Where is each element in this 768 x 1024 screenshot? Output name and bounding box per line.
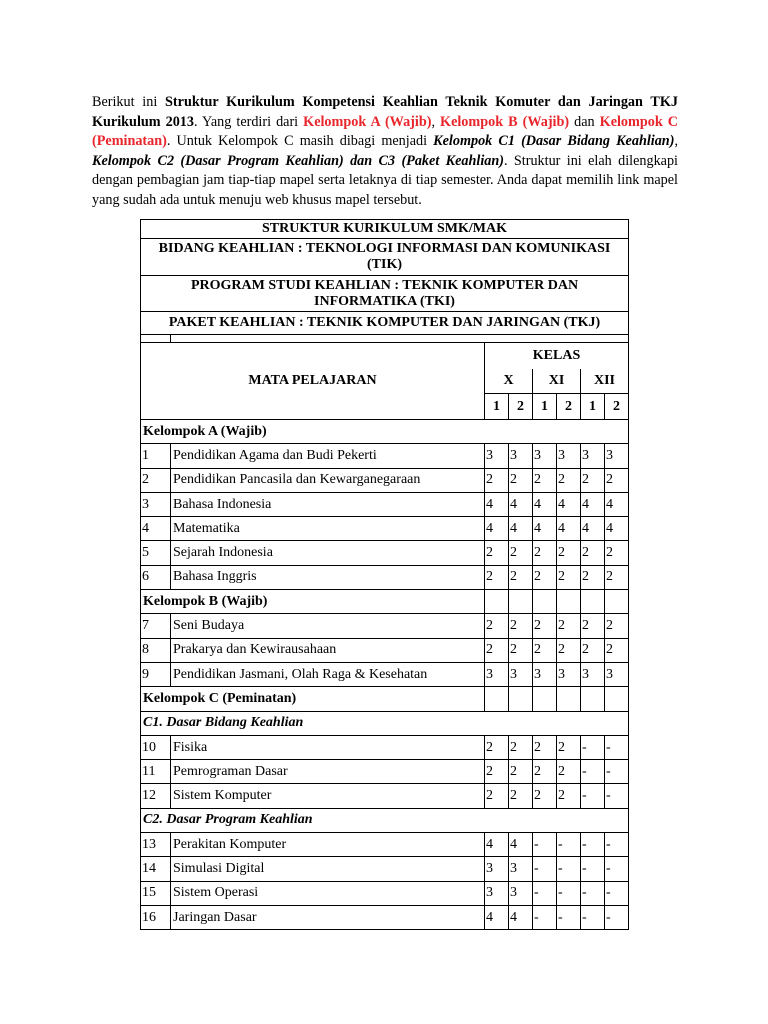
group-c-row bbox=[141, 687, 629, 711]
hours-cell: 2 bbox=[509, 784, 533, 808]
hours-cell: 2 bbox=[557, 735, 581, 759]
hours-cell: 3 bbox=[533, 662, 557, 686]
hours-cell: - bbox=[533, 881, 557, 905]
program-studi: PROGRAM STUDI KEAHLIAN : TEKNIK KOMPUTER DAN INFORMATIKA (TKI) bbox=[141, 276, 629, 312]
hours-cell: 2 bbox=[605, 468, 629, 492]
intro-text-7: . Struktur ini elah dilengkapi dengan pembagian jam tiap-tiap mapel serta letaknya di tiap semester. Anda dapat memilih link mapel yang sudah ada untuk menuju web khusus mapel tersebut. bbox=[92, 152, 678, 208]
table-row bbox=[141, 784, 629, 808]
hours-cell: 4 bbox=[485, 905, 509, 929]
empty-cell bbox=[485, 590, 509, 614]
hours-cell: 4 bbox=[509, 905, 533, 929]
hours-cell: 2 bbox=[581, 614, 605, 638]
hours-cell: 2 bbox=[533, 784, 557, 808]
hours-cell: 3 bbox=[581, 444, 605, 468]
intro-text-4: dan bbox=[569, 113, 600, 130]
kelompok-b-label: Kelompok B (Wajib) bbox=[440, 113, 570, 130]
hours-cell: - bbox=[557, 905, 581, 929]
row-number: 12 bbox=[141, 784, 171, 808]
hours-cell: 2 bbox=[605, 565, 629, 589]
hours-cell: 4 bbox=[557, 517, 581, 541]
table-row bbox=[141, 760, 629, 784]
subject-name: Pendidikan Pancasila dan Kewarganegaraan bbox=[171, 468, 485, 492]
empty-cell bbox=[557, 687, 581, 711]
hours-cell: 3 bbox=[485, 857, 509, 881]
subject-name: Pendidikan Jasmani, Olah Raga & Kesehatan bbox=[171, 662, 485, 686]
subject-name: Sistem Operasi bbox=[171, 881, 485, 905]
hours-cell: 2 bbox=[533, 760, 557, 784]
hours-cell: - bbox=[557, 857, 581, 881]
empty-cell bbox=[509, 687, 533, 711]
hours-cell: - bbox=[557, 881, 581, 905]
row-number: 9 bbox=[141, 662, 171, 686]
subject-name: Matematika bbox=[171, 517, 485, 541]
hours-cell: 2 bbox=[533, 541, 557, 565]
row-number: 3 bbox=[141, 492, 171, 516]
hours-cell: 2 bbox=[581, 541, 605, 565]
table-row bbox=[141, 881, 629, 905]
hours-cell: - bbox=[605, 833, 629, 857]
semester-header: 2 bbox=[509, 394, 533, 420]
hours-cell: 3 bbox=[557, 444, 581, 468]
row-number: 1 bbox=[141, 444, 171, 468]
hours-cell: 2 bbox=[557, 565, 581, 589]
intro-text-1: Berikut ini bbox=[92, 94, 166, 110]
hours-cell: - bbox=[533, 857, 557, 881]
bidang-keahlian: BIDANG KEAHLIAN : TEKNOLOGI INFORMASI DAN KOMUNIKASI (TIK) bbox=[141, 239, 629, 276]
subject-name: Sistem Komputer bbox=[171, 784, 485, 808]
hours-cell: 4 bbox=[605, 492, 629, 516]
hours-cell: 2 bbox=[533, 468, 557, 492]
hours-cell: 4 bbox=[509, 833, 533, 857]
row-number: 8 bbox=[141, 638, 171, 662]
table-title: STRUKTUR KURIKULUM SMK/MAK bbox=[141, 220, 629, 239]
hours-cell: - bbox=[581, 760, 605, 784]
hours-cell: - bbox=[581, 784, 605, 808]
hours-cell: 3 bbox=[485, 881, 509, 905]
subject-name: Pemrograman Dasar bbox=[171, 760, 485, 784]
kelompok-c-label: Kelompok C (Peminatan) bbox=[92, 113, 678, 150]
intro-paragraph bbox=[92, 93, 678, 211]
hours-cell: 4 bbox=[557, 492, 581, 516]
hours-cell: 2 bbox=[509, 565, 533, 589]
hours-cell: 2 bbox=[509, 614, 533, 638]
group-a-row bbox=[141, 420, 629, 444]
curriculum-table bbox=[140, 219, 629, 930]
group-a-row-label: Kelompok A (Wajib) bbox=[141, 420, 629, 444]
mata-pelajaran-header: MATA PELAJARAN bbox=[141, 343, 485, 420]
hours-cell: 4 bbox=[485, 492, 509, 516]
hours-cell: 2 bbox=[605, 541, 629, 565]
empty-cell bbox=[485, 687, 509, 711]
hours-cell: 4 bbox=[485, 517, 509, 541]
hours-cell: 3 bbox=[485, 662, 509, 686]
kelas-header: KELAS bbox=[485, 343, 629, 369]
subject-name: Perakitan Komputer bbox=[171, 833, 485, 857]
subject-name: Simulasi Digital bbox=[171, 857, 485, 881]
hours-cell: 2 bbox=[485, 468, 509, 492]
intro-bold-title: Struktur Kurikulum Kompetensi Keahlian Teknik Komuter dan Jaringan TKJ Kurikulum 2013 bbox=[92, 94, 678, 130]
hours-cell: - bbox=[581, 833, 605, 857]
hours-cell: - bbox=[605, 905, 629, 929]
subject-name: Jaringan Dasar bbox=[171, 905, 485, 929]
hours-cell: - bbox=[605, 735, 629, 759]
hours-cell: 2 bbox=[509, 638, 533, 662]
group-b-row bbox=[141, 590, 629, 614]
hours-cell: 2 bbox=[509, 468, 533, 492]
row-number: 7 bbox=[141, 614, 171, 638]
hours-cell: 3 bbox=[509, 881, 533, 905]
table-row bbox=[141, 833, 629, 857]
hours-cell: 3 bbox=[605, 662, 629, 686]
kelompok-a-label: Kelompok A (Wajib) bbox=[303, 113, 432, 130]
hours-cell: - bbox=[533, 905, 557, 929]
hours-cell: 3 bbox=[485, 444, 509, 468]
row-number: 15 bbox=[141, 881, 171, 905]
table-row bbox=[141, 662, 629, 686]
table-row bbox=[141, 857, 629, 881]
subgroup-c1-row bbox=[141, 711, 629, 735]
hours-cell: 2 bbox=[581, 565, 605, 589]
semester-header: 1 bbox=[485, 394, 509, 420]
hours-cell: - bbox=[605, 881, 629, 905]
empty-cell bbox=[557, 590, 581, 614]
hours-cell: 2 bbox=[509, 735, 533, 759]
empty-cell bbox=[605, 590, 629, 614]
semester-header: 1 bbox=[533, 394, 557, 420]
semester-header: 1 bbox=[581, 394, 605, 420]
hours-cell: 2 bbox=[485, 614, 509, 638]
hours-cell: 4 bbox=[485, 833, 509, 857]
hours-cell: 2 bbox=[485, 784, 509, 808]
intro-text-2: . Yang terdiri dari bbox=[194, 113, 304, 130]
hours-cell: 2 bbox=[605, 638, 629, 662]
table-row bbox=[141, 517, 629, 541]
hours-cell: 2 bbox=[557, 468, 581, 492]
table-row bbox=[141, 492, 629, 516]
hours-cell: 3 bbox=[509, 857, 533, 881]
table-row bbox=[141, 541, 629, 565]
intro-text-3: , bbox=[431, 113, 441, 130]
intro-text-5: . Untuk Kelompok C masih dibagi menjadi bbox=[166, 133, 434, 150]
row-number: 16 bbox=[141, 905, 171, 929]
subject-name: Seni Budaya bbox=[171, 614, 485, 638]
hours-cell: 2 bbox=[533, 735, 557, 759]
kelas-x: X bbox=[485, 369, 533, 394]
empty-cell bbox=[533, 687, 557, 711]
hours-cell: - bbox=[581, 905, 605, 929]
hours-cell: 2 bbox=[533, 614, 557, 638]
subject-name: Prakarya dan Kewirausahaan bbox=[171, 638, 485, 662]
group-b-row-label: Kelompok B (Wajib) bbox=[141, 590, 485, 614]
empty-cell bbox=[605, 687, 629, 711]
hours-cell: 2 bbox=[485, 565, 509, 589]
subgroup-c2-row-label: C2. Dasar Program Keahlian bbox=[141, 808, 629, 832]
hours-cell: 2 bbox=[581, 468, 605, 492]
empty-cell bbox=[581, 590, 605, 614]
hours-cell: 2 bbox=[485, 735, 509, 759]
hours-cell: 3 bbox=[605, 444, 629, 468]
hours-cell: 4 bbox=[605, 517, 629, 541]
hours-cell: 2 bbox=[509, 541, 533, 565]
empty-cell bbox=[509, 590, 533, 614]
row-number: 10 bbox=[141, 735, 171, 759]
table-row bbox=[141, 468, 629, 492]
hours-cell: - bbox=[581, 735, 605, 759]
hours-cell: 2 bbox=[557, 614, 581, 638]
hours-cell: 2 bbox=[605, 614, 629, 638]
group-c-row-label: Kelompok C (Peminatan) bbox=[141, 687, 485, 711]
kelompok-c1-label: Kelompok C1 (Dasar Bidang Keahlian) bbox=[433, 133, 675, 150]
semester-header: 2 bbox=[557, 394, 581, 420]
hours-cell: 4 bbox=[581, 492, 605, 516]
hours-cell: 4 bbox=[533, 492, 557, 516]
hours-cell: 2 bbox=[557, 784, 581, 808]
hours-cell: 2 bbox=[485, 760, 509, 784]
hours-cell: 2 bbox=[581, 638, 605, 662]
kelas-xii: XII bbox=[581, 369, 629, 394]
hours-cell: 3 bbox=[533, 444, 557, 468]
hours-cell: 4 bbox=[581, 517, 605, 541]
row-number: 13 bbox=[141, 833, 171, 857]
semester-header: 2 bbox=[605, 394, 629, 420]
subject-name: Fisika bbox=[171, 735, 485, 759]
subject-name: Pendidikan Agama dan Budi Pekerti bbox=[171, 444, 485, 468]
hours-cell: - bbox=[581, 881, 605, 905]
subject-name: Bahasa Inggris bbox=[171, 565, 485, 589]
hours-cell: 2 bbox=[485, 638, 509, 662]
row-number: 14 bbox=[141, 857, 171, 881]
hours-cell: 2 bbox=[557, 760, 581, 784]
hours-cell: 2 bbox=[485, 541, 509, 565]
hours-cell: 2 bbox=[533, 638, 557, 662]
subject-name: Sejarah Indonesia bbox=[171, 541, 485, 565]
row-number: 6 bbox=[141, 565, 171, 589]
subject-name: Bahasa Indonesia bbox=[171, 492, 485, 516]
subgroup-c1-row-label: C1. Dasar Bidang Keahlian bbox=[141, 711, 629, 735]
hours-cell: 2 bbox=[557, 541, 581, 565]
hours-cell: 4 bbox=[509, 517, 533, 541]
hours-cell: 3 bbox=[581, 662, 605, 686]
hours-cell: - bbox=[581, 857, 605, 881]
table-row bbox=[141, 565, 629, 589]
table-row bbox=[141, 444, 629, 468]
paket-keahlian: PAKET KEAHLIAN : TEKNIK KOMPUTER DAN JARINGAN (TKJ) bbox=[141, 312, 629, 335]
table-row bbox=[141, 905, 629, 929]
row-number: 4 bbox=[141, 517, 171, 541]
intro-text-6: , bbox=[674, 133, 678, 150]
hours-cell: - bbox=[605, 784, 629, 808]
hours-cell: 3 bbox=[557, 662, 581, 686]
hours-cell: 2 bbox=[557, 638, 581, 662]
table-row bbox=[141, 638, 629, 662]
hours-cell: 3 bbox=[509, 444, 533, 468]
row-number: 2 bbox=[141, 468, 171, 492]
empty-cell bbox=[533, 590, 557, 614]
kelas-xi: XI bbox=[533, 369, 581, 394]
hours-cell: 2 bbox=[509, 760, 533, 784]
subgroup-c2-row bbox=[141, 808, 629, 832]
row-number: 11 bbox=[141, 760, 171, 784]
hours-cell: 4 bbox=[509, 492, 533, 516]
hours-cell: - bbox=[605, 760, 629, 784]
row-number: 5 bbox=[141, 541, 171, 565]
hours-cell: 2 bbox=[533, 565, 557, 589]
empty-cell bbox=[581, 687, 605, 711]
table-row bbox=[141, 735, 629, 759]
table-row bbox=[141, 614, 629, 638]
hours-cell: - bbox=[605, 857, 629, 881]
hours-cell: 4 bbox=[533, 517, 557, 541]
hours-cell: - bbox=[557, 833, 581, 857]
hours-cell: - bbox=[533, 833, 557, 857]
hours-cell: 3 bbox=[509, 662, 533, 686]
kelompok-c2-c3-label: Kelompok C2 (Dasar Program Keahlian) dan C3 (Paket Keahlian) bbox=[92, 152, 504, 169]
